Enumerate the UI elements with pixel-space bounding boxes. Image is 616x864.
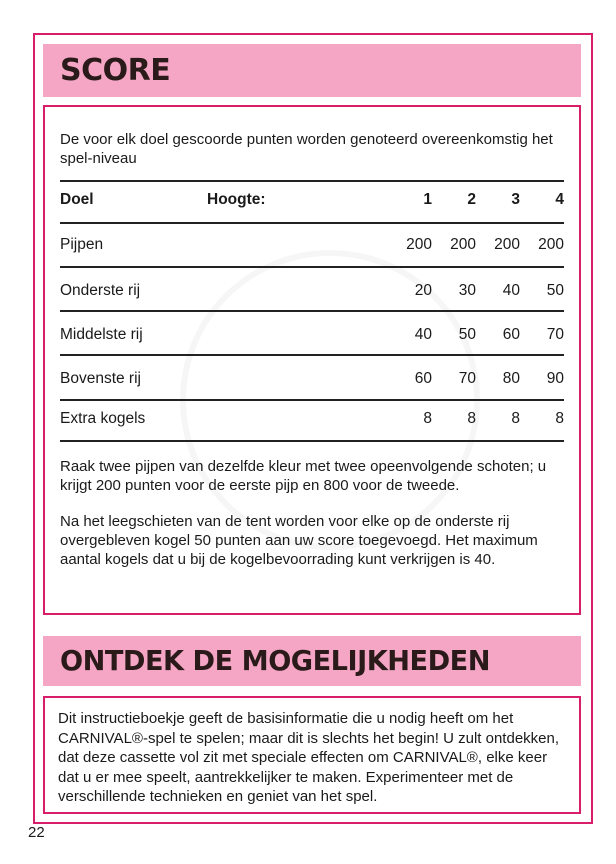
ontdek-title: ONTDEK DE MOGELIJKHEDEN [60,644,490,677]
row-value: 8 [467,410,476,427]
header-doel: Doel [60,191,94,208]
header-level-1: 1 [423,191,432,208]
header-level-2: 2 [467,191,476,208]
row-label: Pijpen [60,236,104,253]
table-rule [60,266,564,268]
row-value: 8 [423,410,432,427]
table-bottom-rule [60,440,564,442]
row-label: Extra kogels [60,410,146,427]
row-value: 20 [414,282,432,299]
row-value: 8 [511,410,520,427]
row-label: Bovenste rij [60,370,141,387]
row-value: 70 [546,326,564,343]
table-row [60,326,564,346]
table-row [60,370,564,390]
ontdek-header [43,636,581,686]
row-value: 40 [502,282,520,299]
row-value: 60 [502,326,520,343]
row-label: Middelste rij [60,326,143,343]
score-title: SCORE [60,53,171,88]
row-value: 200 [538,236,564,253]
row-value: 90 [546,370,564,387]
table-rule [60,310,564,312]
row-value: 200 [450,236,476,253]
row-value: 40 [414,326,432,343]
row-value: 50 [458,326,476,343]
table-rule [60,222,564,224]
row-value: 8 [555,410,564,427]
table-top-rule [60,180,564,182]
score-header [43,44,581,97]
table-rule [60,354,564,356]
row-value: 60 [414,370,432,387]
table-rule [60,399,564,401]
row-value: 30 [458,282,476,299]
score-paragraph-2: Na het leegschieten van de tent worden voor elke op de onderste rij overgebleven kogel 50 punten aan uw score toegevoegd. Het maximum aantal kogels dat u bij de kogelbevoorrading kunt verkrijgen is 40. [60,513,538,568]
header-hoogte: Hoogte: [207,191,266,208]
page-number: 22 [28,824,45,841]
row-label: Onderste rij [60,282,141,299]
score-intro: De voor elk doel gescoorde punten worden genoteerd overeenkomstig het spel-niveau [60,131,553,167]
table-header-row [60,191,564,211]
table-row [60,410,564,430]
table-row [60,236,564,256]
header-level-4: 4 [555,191,564,208]
row-value: 70 [458,370,476,387]
row-value: 80 [502,370,520,387]
row-value: 50 [546,282,564,299]
table-row [60,282,564,302]
row-value: 200 [406,236,432,253]
row-value: 200 [494,236,520,253]
header-level-3: 3 [511,191,520,208]
ontdek-paragraph: Dit instructieboekje geeft de basisinformatie die u nodig heeft om het CARNIVAL®-spel te spelen; maar dit is slechts het begin! U zult ontdekken, dat deze cassette vol zit met speciale effecten om CARNIVAL®, elke keer dat u er mee speelt, aantrekkelijker te maken. Experimenteer met de verschillende technieken en geniet van het spel. [58,710,560,805]
score-paragraph-1: Raak twee pijpen van dezelfde kleur met twee opeenvolgende schoten; u krijgt 200 punten voor de eerste pijp en 800 voor de tweede. [60,458,547,494]
